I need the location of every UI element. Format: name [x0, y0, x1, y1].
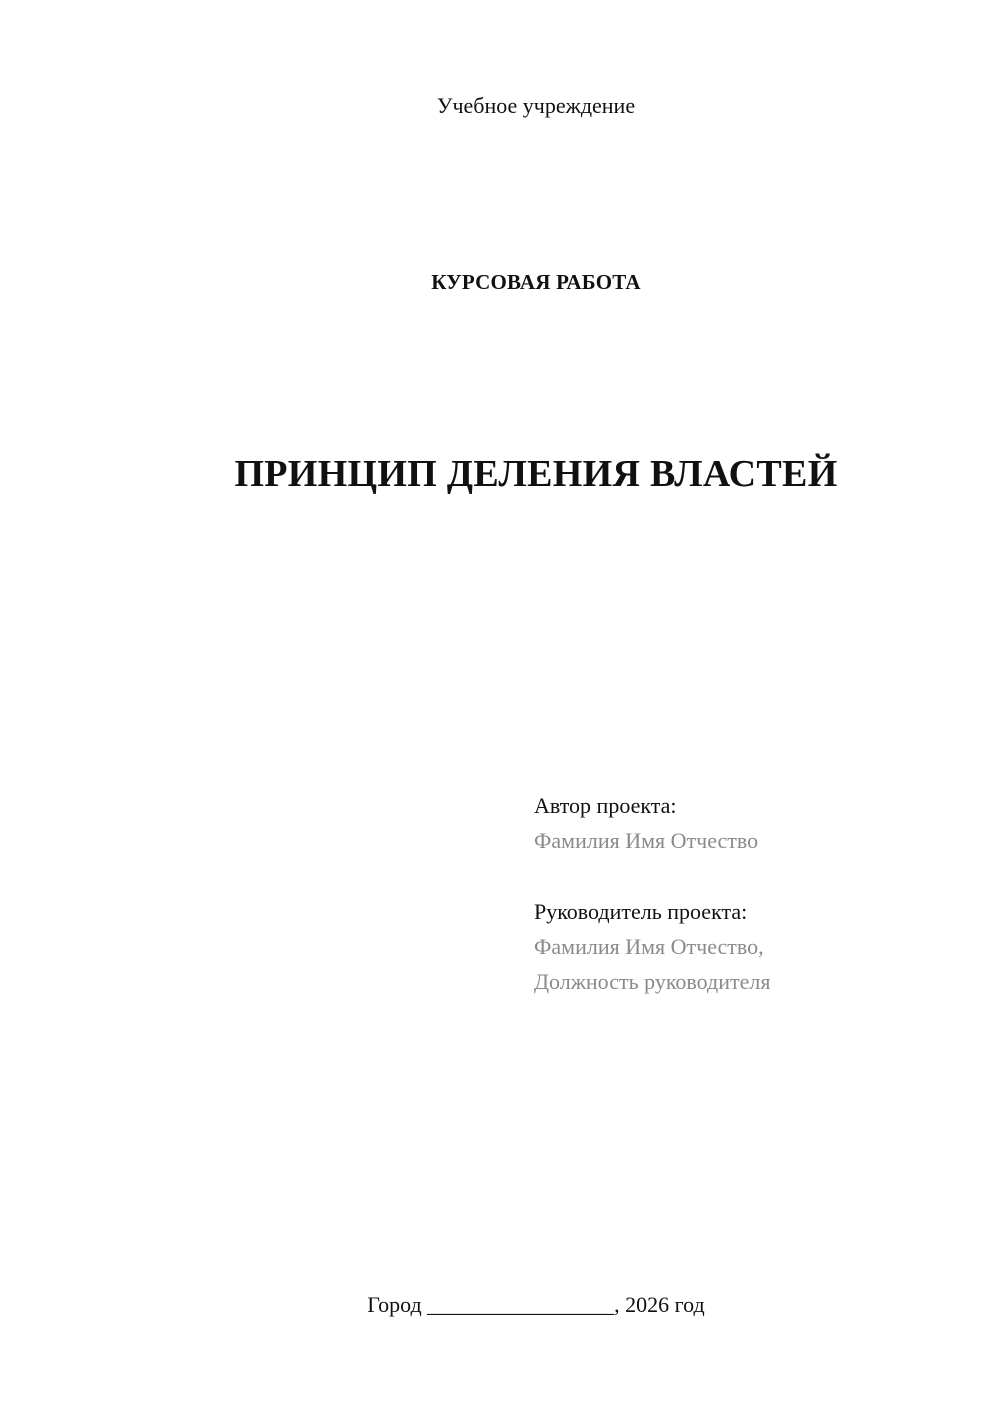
supervisor-name: Фамилия Имя Отчество,	[534, 934, 764, 959]
supervisor-position: Должность руководителя	[534, 969, 771, 994]
supervisor-label: Руководитель проекта:	[534, 899, 748, 924]
project-info-block	[534, 788, 974, 999]
work-type-heading: КУРСОВАЯ РАБОТА	[431, 270, 641, 294]
author-label: Автор проекта:	[534, 793, 677, 818]
city-year-line: Город _________________, 2026 год	[367, 1292, 705, 1317]
institution-name: Учебное учреждение	[436, 93, 636, 118]
document-title: ПРИНЦИП ДЕЛЕНИЯ ВЛАСТЕЙ	[234, 453, 838, 495]
spacer	[534, 858, 974, 894]
author-name: Фамилия Имя Отчество	[534, 828, 759, 853]
